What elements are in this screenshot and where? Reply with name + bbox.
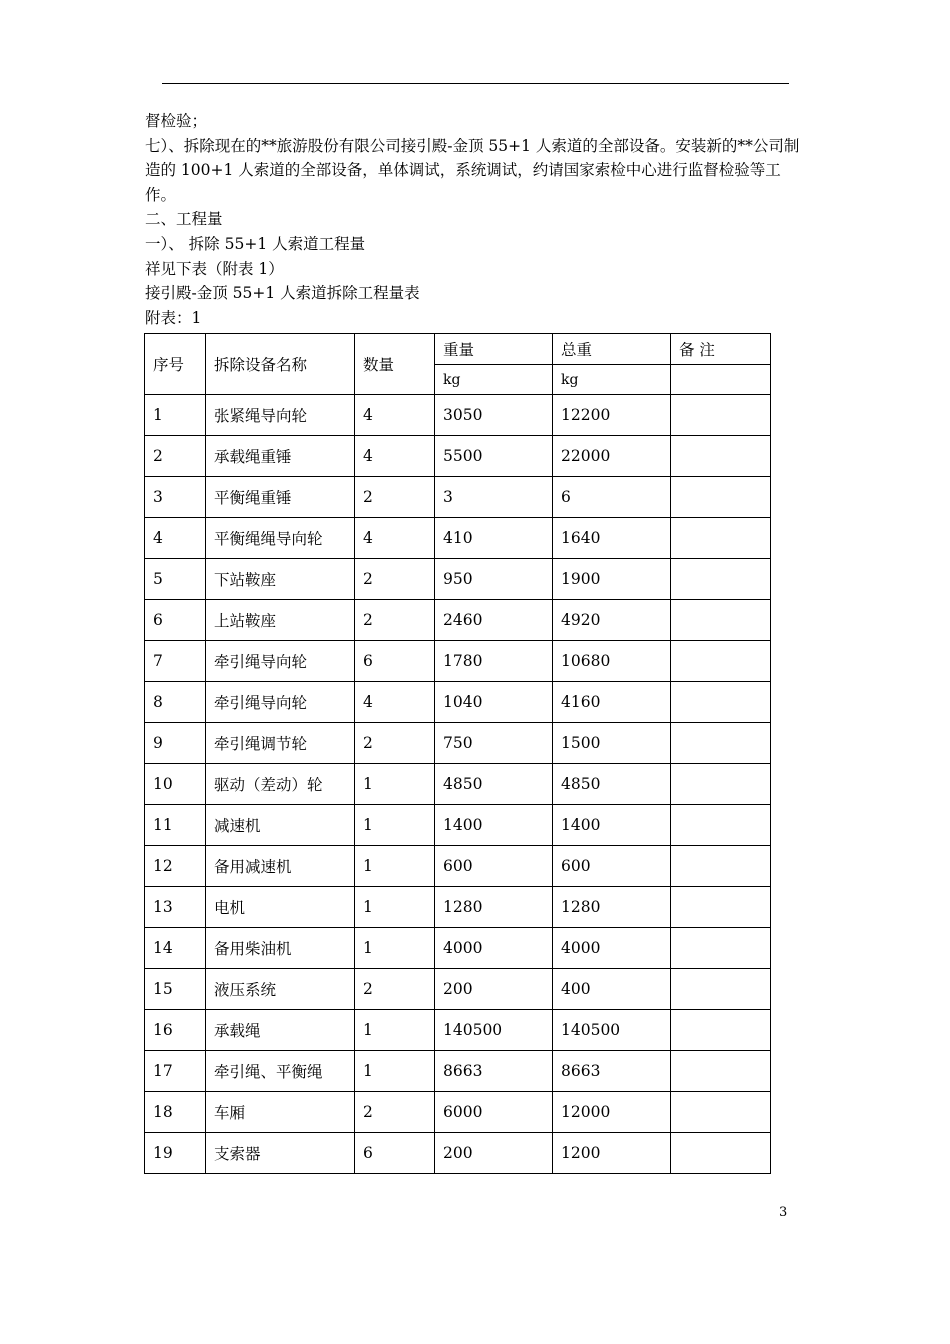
table-header-row — [145, 334, 771, 365]
cell-total-weight: 4160 — [553, 682, 671, 723]
cell-equipment-name: 备用减速机 — [206, 846, 355, 887]
cell-total-weight: 1900 — [553, 559, 671, 600]
cell-index: 3 — [145, 477, 206, 518]
cell-index: 4 — [145, 518, 206, 559]
paragraph-see-table: 祥见下表（附表 1） — [145, 259, 284, 278]
header-total-unit: kg — [553, 365, 671, 395]
header-index: 序号 — [145, 334, 206, 395]
cell-equipment-name: 下站鞍座 — [206, 559, 355, 600]
cell-weight: 3050 — [435, 395, 553, 436]
cell-weight: 200 — [435, 1133, 553, 1174]
cell-weight: 6000 — [435, 1092, 553, 1133]
paragraph-scope-item-7: 七）、拆除现在的**旅游股份有限公司接引殿-金顶 55+1 人索道的全部设备。安装新的**公司制造的 100+1 人索道的全部设备，单体调试，系统调试，约请国家索检中心进行监督检验等工作。 — [145, 136, 800, 204]
cell-weight: 1280 — [435, 887, 553, 928]
cell-equipment-name: 电机 — [206, 887, 355, 928]
table-row — [145, 518, 771, 559]
cell-quantity: 1 — [355, 805, 435, 846]
cell-quantity: 4 — [355, 395, 435, 436]
header-rule — [162, 83, 789, 84]
cell-note — [671, 723, 771, 764]
cell-weight: 5500 — [435, 436, 553, 477]
cell-index: 7 — [145, 641, 206, 682]
table-title: 接引殿-金顶 55+1 人索道拆除工程量表 — [145, 284, 420, 303]
cell-total-weight: 12000 — [553, 1092, 671, 1133]
cell-index: 19 — [145, 1133, 206, 1174]
table-row — [145, 1133, 771, 1174]
cell-weight: 1780 — [435, 641, 553, 682]
cell-note — [671, 969, 771, 1010]
cell-quantity: 2 — [355, 969, 435, 1010]
cell-note — [671, 846, 771, 887]
cell-total-weight: 1400 — [553, 805, 671, 846]
table-row — [145, 805, 771, 846]
cell-quantity: 1 — [355, 764, 435, 805]
cell-note — [671, 1051, 771, 1092]
table-row — [145, 682, 771, 723]
demolition-quantity-table — [144, 333, 771, 1174]
cell-weight: 950 — [435, 559, 553, 600]
header-note-unit — [671, 365, 771, 395]
cell-index: 12 — [145, 846, 206, 887]
cell-total-weight: 6 — [553, 477, 671, 518]
cell-equipment-name: 牵引绳、平衡绳 — [206, 1051, 355, 1092]
cell-weight: 750 — [435, 723, 553, 764]
cell-total-weight: 140500 — [553, 1010, 671, 1051]
header-weight-unit: kg — [435, 365, 553, 395]
table-row — [145, 764, 771, 805]
cell-index: 17 — [145, 1051, 206, 1092]
cell-note — [671, 559, 771, 600]
table-row — [145, 969, 771, 1010]
cell-quantity: 2 — [355, 723, 435, 764]
cell-total-weight: 4850 — [553, 764, 671, 805]
cell-total-weight: 1640 — [553, 518, 671, 559]
cell-equipment-name: 张紧绳导向轮 — [206, 395, 355, 436]
cell-index: 18 — [145, 1092, 206, 1133]
cell-index: 2 — [145, 436, 206, 477]
subsection-heading-demolition: 一）、 拆除 55+1 人索道工程量 — [145, 234, 366, 253]
cell-index: 10 — [145, 764, 206, 805]
cell-equipment-name: 车厢 — [206, 1092, 355, 1133]
cell-weight: 2460 — [435, 600, 553, 641]
cell-index: 6 — [145, 600, 206, 641]
cell-total-weight: 10680 — [553, 641, 671, 682]
cell-quantity: 2 — [355, 1092, 435, 1133]
cell-index: 13 — [145, 887, 206, 928]
table-row — [145, 887, 771, 928]
cell-weight: 1040 — [435, 682, 553, 723]
header-equipment-name: 拆除设备名称 — [206, 334, 355, 395]
cell-weight: 4000 — [435, 928, 553, 969]
cell-note — [671, 518, 771, 559]
cell-note — [671, 1010, 771, 1051]
cell-index: 9 — [145, 723, 206, 764]
cell-weight: 140500 — [435, 1010, 553, 1051]
cell-quantity: 1 — [355, 928, 435, 969]
cell-total-weight: 1500 — [553, 723, 671, 764]
cell-weight: 3 — [435, 477, 553, 518]
cell-quantity: 4 — [355, 682, 435, 723]
page-number: 3 — [779, 1205, 788, 1220]
cell-quantity: 4 — [355, 518, 435, 559]
cell-quantity: 2 — [355, 559, 435, 600]
cell-equipment-name: 平衡绳绳导向轮 — [206, 518, 355, 559]
cell-quantity: 6 — [355, 641, 435, 682]
cell-quantity: 1 — [355, 846, 435, 887]
cell-quantity: 4 — [355, 436, 435, 477]
cell-equipment-name: 牵引绳导向轮 — [206, 641, 355, 682]
cell-total-weight: 600 — [553, 846, 671, 887]
table-caption: 附表：1 — [145, 308, 202, 327]
cell-quantity: 2 — [355, 600, 435, 641]
cell-note — [671, 436, 771, 477]
cell-weight: 1400 — [435, 805, 553, 846]
cell-equipment-name: 牵引绳调节轮 — [206, 723, 355, 764]
cell-note — [671, 1092, 771, 1133]
cell-total-weight: 8663 — [553, 1051, 671, 1092]
cell-equipment-name: 上站鞍座 — [206, 600, 355, 641]
cell-note — [671, 805, 771, 846]
cell-quantity: 1 — [355, 1051, 435, 1092]
table-row — [145, 641, 771, 682]
cell-quantity: 6 — [355, 1133, 435, 1174]
table-row — [145, 723, 771, 764]
cell-note — [671, 1133, 771, 1174]
header-note: 备 注 — [671, 334, 771, 365]
cell-note — [671, 682, 771, 723]
cell-total-weight: 400 — [553, 969, 671, 1010]
cell-total-weight: 4920 — [553, 600, 671, 641]
body-text — [145, 109, 810, 330]
cell-note — [671, 641, 771, 682]
header-total-weight: 总重 — [553, 334, 671, 365]
table-row — [145, 846, 771, 887]
cell-total-weight: 1200 — [553, 1133, 671, 1174]
cell-quantity: 2 — [355, 477, 435, 518]
cell-equipment-name: 减速机 — [206, 805, 355, 846]
table-row — [145, 1010, 771, 1051]
cell-weight: 410 — [435, 518, 553, 559]
cell-total-weight: 22000 — [553, 436, 671, 477]
cell-note — [671, 477, 771, 518]
cell-equipment-name: 支索器 — [206, 1133, 355, 1174]
table-row — [145, 395, 771, 436]
table-row — [145, 436, 771, 477]
cell-equipment-name: 牵引绳导向轮 — [206, 682, 355, 723]
cell-index: 15 — [145, 969, 206, 1010]
cell-note — [671, 928, 771, 969]
table-row — [145, 928, 771, 969]
section-heading-quantities: 二、工程量 — [145, 210, 223, 229]
cell-index: 1 — [145, 395, 206, 436]
cell-total-weight: 1280 — [553, 887, 671, 928]
table-row — [145, 600, 771, 641]
cell-index: 8 — [145, 682, 206, 723]
cell-equipment-name: 备用柴油机 — [206, 928, 355, 969]
cell-equipment-name: 驱动（差动）轮 — [206, 764, 355, 805]
cell-weight: 200 — [435, 969, 553, 1010]
cell-weight: 600 — [435, 846, 553, 887]
table-row — [145, 477, 771, 518]
cell-note — [671, 887, 771, 928]
table-row — [145, 1051, 771, 1092]
header-quantity: 数量 — [355, 334, 435, 395]
cell-note — [671, 764, 771, 805]
table-row — [145, 1092, 771, 1133]
cell-total-weight: 12200 — [553, 395, 671, 436]
paragraph-continued: 督检验； — [145, 112, 208, 130]
cell-equipment-name: 承载绳 — [206, 1010, 355, 1051]
cell-quantity: 1 — [355, 887, 435, 928]
cell-equipment-name: 承载绳重锤 — [206, 436, 355, 477]
cell-index: 5 — [145, 559, 206, 600]
cell-quantity: 1 — [355, 1010, 435, 1051]
cell-equipment-name: 平衡绳重锤 — [206, 477, 355, 518]
cell-equipment-name: 液压系统 — [206, 969, 355, 1010]
cell-index: 11 — [145, 805, 206, 846]
cell-weight: 4850 — [435, 764, 553, 805]
cell-total-weight: 4000 — [553, 928, 671, 969]
cell-weight: 8663 — [435, 1051, 553, 1092]
table-row — [145, 559, 771, 600]
header-weight: 重量 — [435, 334, 553, 365]
cell-index: 14 — [145, 928, 206, 969]
cell-index: 16 — [145, 1010, 206, 1051]
cell-note — [671, 600, 771, 641]
cell-note — [671, 395, 771, 436]
